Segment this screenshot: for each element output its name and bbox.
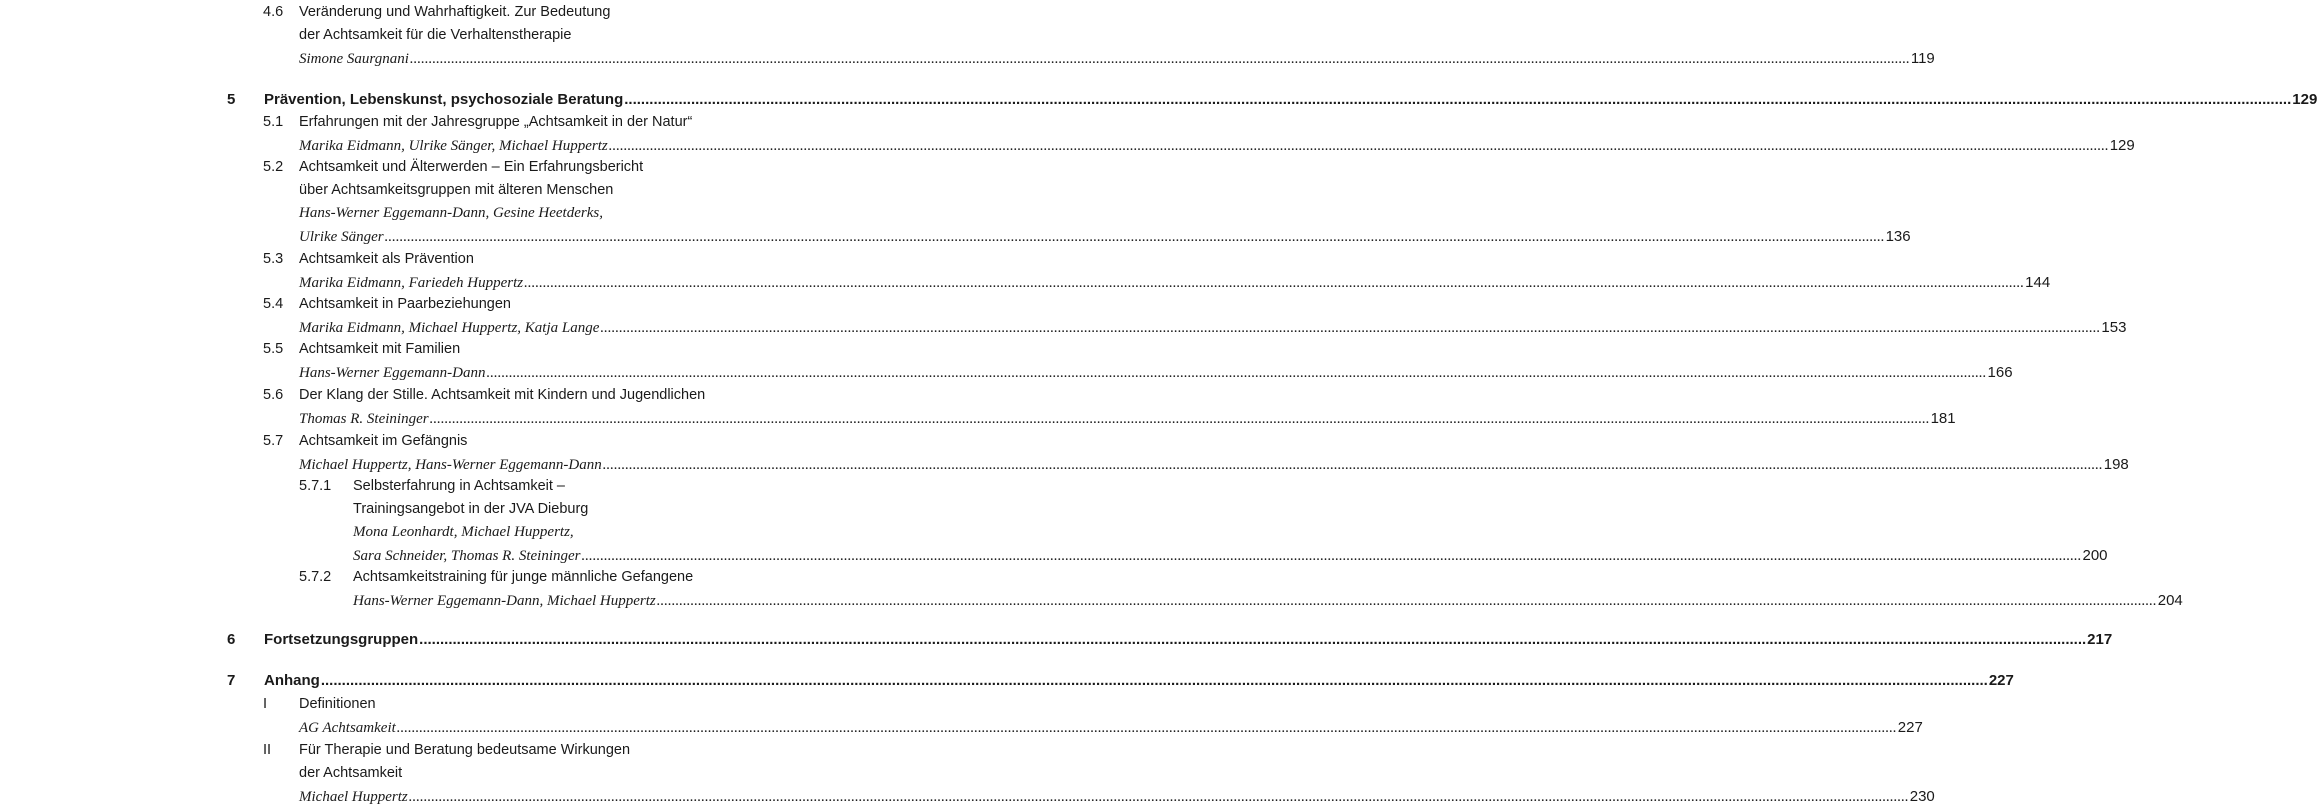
entry-title: Selbsterfahrung in Achtsamkeit – <box>353 478 565 494</box>
entry-title: Achtsamkeit als Prävention <box>299 251 474 267</box>
toc-leader-row <box>299 785 1935 809</box>
entry-title: Achtsamkeit im Gefängnis <box>299 433 468 449</box>
dot-leader: ................................................................................................................................................................................................................................................................................................................................................................................................................ <box>396 720 1897 736</box>
entry-authors: Mona Leonhardt, Michael Huppertz, <box>353 524 574 540</box>
dot-leader: ................................................................................................................................................................................................................................................................................................................................................................................................................ <box>608 138 2109 154</box>
toc-leader-row <box>264 88 2317 111</box>
entry-title: Trainingsangebot in der JVA Dieburg <box>353 501 589 517</box>
toc-line <box>0 739 1000 762</box>
entry-title: Achtsamkeitstraining für junge männliche Gefangene <box>353 569 694 585</box>
toc-leader-row <box>299 47 1935 71</box>
toc-line <box>0 521 1000 544</box>
toc-line <box>0 544 2108 567</box>
toc-line <box>0 430 1000 453</box>
dot-leader: ................................................................................................................................................................................................................................................................................................................................................................................................................ <box>409 51 1910 67</box>
toc-leader-row <box>299 316 2127 340</box>
toc-line <box>0 453 2129 476</box>
toc-line <box>0 716 1923 739</box>
toc-line <box>0 762 1000 785</box>
dot-leader: ................................................................................................................................................................................................................................................................................................................................................................................................................ <box>600 320 2101 336</box>
page-number: 227 <box>1988 672 2014 689</box>
toc-line <box>0 202 1000 225</box>
page-number: 129 <box>2292 91 2317 108</box>
entry-text: Thomas R. Steininger <box>299 411 429 427</box>
toc-leader-row <box>353 589 2183 613</box>
toc-line <box>0 361 2013 384</box>
entry-title: der Achtsamkeit <box>299 765 403 781</box>
section-number: 5.2 <box>263 159 284 175</box>
toc-line <box>0 134 2135 157</box>
toc-line <box>0 566 1000 589</box>
dot-leader: ................................................................................................................................................................................................................................................................................................................................................................................................................ <box>524 275 2025 291</box>
entry-text: Simone Saurgnani <box>299 51 409 67</box>
entry-text: Marika Eidmann, Michael Huppertz, Katja Lange <box>299 320 600 336</box>
toc-line <box>0 47 1935 70</box>
toc-line <box>0 248 1000 271</box>
section-number: 5.7.1 <box>299 478 332 494</box>
dot-leader: ................................................................................................................................................................................................................................................................................................................................................................................................................ <box>656 593 2157 609</box>
toc-line <box>0 498 1000 521</box>
toc-leader-row <box>264 628 2113 651</box>
entry-title: Achtsamkeit mit Familien <box>299 341 461 357</box>
page-number: 230 <box>1909 788 1935 805</box>
section-number: 5.7 <box>263 433 284 449</box>
toc-leader-row <box>299 225 1911 249</box>
toc-leader-row <box>299 407 1956 431</box>
entry-text: AG Achtsamkeit <box>299 720 396 736</box>
toc-leader-row <box>299 271 2051 295</box>
toc-line <box>0 316 2127 339</box>
chapter-number: 5 <box>227 91 236 108</box>
entry-text: Michael Huppertz, Hans-Werner Eggemann-Dann <box>299 457 602 473</box>
entry-title: Achtsamkeit in Paarbeziehungen <box>299 296 511 312</box>
entry-authors: Hans-Werner Eggemann-Dann, Gesine Heetderks, <box>299 205 603 221</box>
toc-line <box>0 407 1956 430</box>
page-number: 181 <box>1930 410 1956 427</box>
chapter-number: 6 <box>227 631 236 648</box>
toc-leader-row <box>353 544 2108 568</box>
dot-leader: ................................................................................................................................................................................................................................................................................................................................................................................................................ <box>384 229 1885 245</box>
page-number: 198 <box>2103 456 2129 473</box>
toc-line <box>0 693 1000 716</box>
page-number: 144 <box>2025 274 2051 291</box>
toc-leader-row <box>299 716 1923 740</box>
section-number: 5.1 <box>263 114 284 130</box>
page-number: 119 <box>1910 50 1935 67</box>
toc-line <box>0 669 2014 692</box>
entry-title: Für Therapie und Beratung bedeutsame Wirkungen <box>299 742 631 758</box>
entry-text: Anhang <box>264 672 320 689</box>
toc-leader-row <box>264 669 2014 692</box>
section-number: I <box>263 696 268 712</box>
toc-line <box>0 628 2113 651</box>
entry-text: Marika Eidmann, Ulrike Sänger, Michael Huppertz <box>299 138 608 154</box>
entry-text: Michael Huppertz <box>299 789 408 805</box>
toc-leader-row <box>299 361 2013 385</box>
dot-leader: ................................................................................................................................................................................................................................................................................................................................................................................................................ <box>429 411 1930 427</box>
entry-title: Achtsamkeit und Älterwerden – Ein Erfahrungsbericht <box>299 159 644 175</box>
toc-leader-row <box>299 453 2129 477</box>
page-number: 200 <box>2082 547 2108 564</box>
toc-line <box>0 156 1000 179</box>
entry-title: über Achtsamkeitsgruppen mit älteren Menschen <box>299 182 614 198</box>
dot-leader: ................................................................................................................................................................................................................................................................................................................................................................................................................ <box>602 457 2103 473</box>
dot-leader: ................................................................................................................................................................................................................................................................................................................................................................................................................ <box>581 548 2082 564</box>
toc-line <box>0 271 2051 294</box>
toc-line <box>0 589 2183 612</box>
dot-leader: ................................................................................................................................................................................................................................................................................................................................................................................................................ <box>408 789 1909 805</box>
section-number: 4.6 <box>263 4 284 20</box>
entry-text: Hans-Werner Eggemann-Dann, Michael Huppertz <box>353 593 656 609</box>
toc-line <box>0 179 1000 202</box>
toc-line <box>0 785 1935 808</box>
entry-text: Ulrike Sänger <box>299 229 384 245</box>
section-number: 5.7.2 <box>299 569 332 585</box>
toc-line <box>0 88 2317 111</box>
toc-line <box>0 111 1000 134</box>
page-number: 217 <box>2087 631 2113 648</box>
dot-leader: ................................................................................................................................................................................................................................................................................................................................................................................................................ <box>486 365 1987 381</box>
toc-line <box>0 1 1000 24</box>
entry-title: Veränderung und Wahrhaftigkeit. Zur Bedeutung <box>299 4 611 20</box>
entry-text: Marika Eidmann, Fariedeh Huppertz <box>299 275 524 291</box>
toc-line <box>0 24 1000 47</box>
entry-text: Sara Schneider, Thomas R. Steininger <box>353 548 581 564</box>
entry-text: Prävention, Lebenskunst, psychosoziale Beratung <box>264 91 624 108</box>
toc-leader-row <box>299 134 2135 158</box>
toc-line <box>0 475 1000 498</box>
page-number: 227 <box>1897 719 1923 736</box>
toc-line <box>0 293 1000 316</box>
entry-title: der Achtsamkeit für die Verhaltenstherapie <box>299 27 572 43</box>
toc-line <box>0 384 1000 407</box>
entry-text: Hans-Werner Eggemann-Dann <box>299 365 486 381</box>
entry-title: Erfahrungen mit der Jahresgruppe „Achtsamkeit in der Natur“ <box>299 114 693 130</box>
section-number: 5.5 <box>263 341 284 357</box>
dot-leader: ................................................................................................................................................................................................................................................................................................................................................................................................................ <box>320 672 1988 689</box>
toc-line <box>0 225 1911 248</box>
page-number: 136 <box>1885 228 1911 245</box>
entry-title: Der Klang der Stille. Achtsamkeit mit Kindern und Jugendlichen <box>299 387 706 403</box>
page-number: 129 <box>2109 137 2135 154</box>
page-number: 204 <box>2157 592 2183 609</box>
dot-leader: ................................................................................................................................................................................................................................................................................................................................................................................................................ <box>624 91 2292 108</box>
dot-leader: ................................................................................................................................................................................................................................................................................................................................................................................................................ <box>419 631 2087 648</box>
entry-text: Fortsetzungsgruppen <box>264 631 419 648</box>
page-number: 166 <box>1987 364 2013 381</box>
section-number: 5.3 <box>263 251 284 267</box>
chapter-number: 7 <box>227 672 236 689</box>
entry-title: Definitionen <box>299 696 376 712</box>
section-number: 5.4 <box>263 296 284 312</box>
section-number: 5.6 <box>263 387 284 403</box>
toc-line <box>0 338 1000 361</box>
section-number: II <box>263 742 272 758</box>
page-number: 153 <box>2101 319 2127 336</box>
